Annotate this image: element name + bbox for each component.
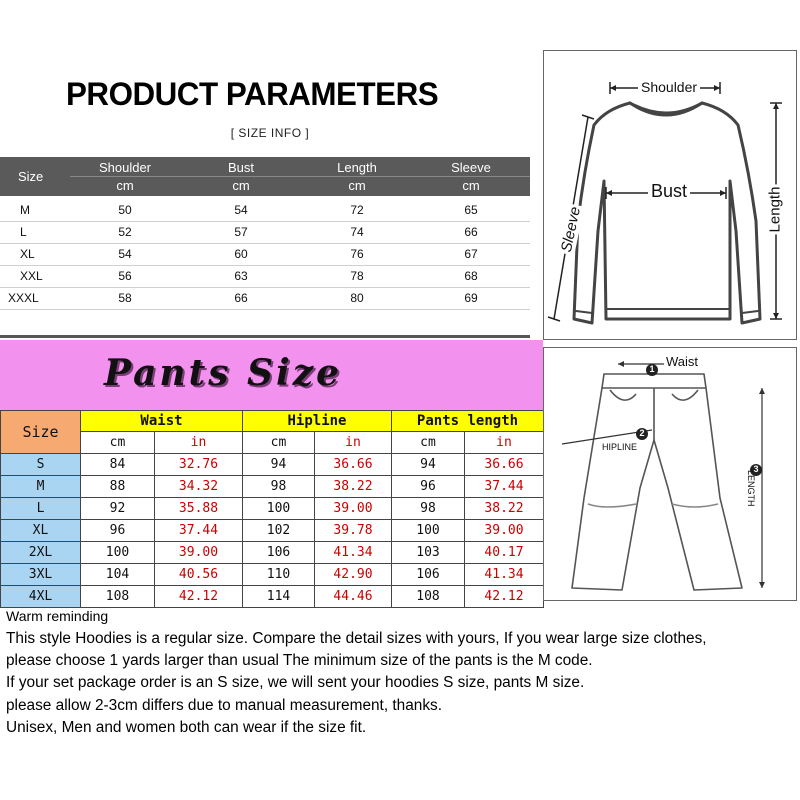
unit-cm: cm — [81, 432, 155, 454]
reminder-line: please choose 1 yards larger than usual The minimum size of the pants is the M code. — [6, 652, 593, 670]
length-cm-cell: 98 — [392, 498, 465, 520]
sleeve-cell: 68 — [464, 269, 478, 283]
length-in-cell: 42.12 — [465, 586, 544, 608]
size-cell: L — [20, 225, 27, 239]
size-cell: 4XL — [1, 586, 81, 608]
shoulder-cell: 54 — [118, 247, 132, 261]
length-cell: 72 — [350, 203, 364, 217]
reminder-line: This style Hoodies is a regular size. Compare the detail sizes with yours, If you wear large size clothes, — [6, 630, 707, 647]
product-parameters-title: PRODUCT PARAMETERS — [66, 76, 439, 112]
size-cell: M — [20, 203, 30, 217]
waist-in-cell: 34.32 — [155, 476, 243, 498]
reminder-line: Unisex, Men and women both can wear if the size fit. — [6, 718, 367, 736]
hipline-in-cell: 39.78 — [315, 520, 392, 542]
length-cm-cell: 96 — [392, 476, 465, 498]
length-cell: 78 — [350, 269, 364, 283]
sleeve-column-label: Sleeve — [451, 160, 491, 175]
hipline-in-cell: 36.66 — [315, 454, 392, 476]
waist-in-cell: 37.44 — [155, 520, 243, 542]
hipline-cm-cell: 100 — [243, 498, 315, 520]
length-cm-cell: 106 — [392, 564, 465, 586]
shoulder-cell: 52 — [118, 225, 132, 239]
hipline-cm-cell: 94 — [243, 454, 315, 476]
size-cell: XL — [1, 520, 81, 542]
size-cell: 2XL — [1, 542, 81, 564]
length-cm-cell: 108 — [392, 586, 465, 608]
table-row — [1, 520, 544, 542]
sleeve-cell: 67 — [464, 247, 478, 261]
bust-label: Bust — [648, 181, 690, 202]
table-row — [0, 266, 530, 288]
shoulder-cell: 58 — [118, 291, 132, 305]
warm-reminding-heading: Warm reminding — [6, 608, 109, 624]
waist-cm-cell: 104 — [81, 564, 155, 586]
bust-cell: 57 — [234, 225, 248, 239]
parameters-table-bottom-rule — [0, 335, 530, 338]
table-row — [0, 222, 530, 244]
size-cell: XL — [20, 247, 35, 261]
length-in-cell: 41.34 — [465, 564, 544, 586]
shirt-measurement-diagram — [543, 50, 797, 340]
sleeve-cell: 66 — [464, 225, 478, 239]
sleeve-unit: cm — [462, 178, 480, 193]
sleeve-cell: 69 — [464, 291, 478, 305]
product-parameters-panel — [0, 40, 540, 340]
bust-column-label: Bust — [227, 160, 254, 175]
reminder-line: please allow 2-3cm differs due to manual measurement, thanks. — [6, 696, 443, 714]
table-row — [0, 244, 530, 266]
waist-cm-cell: 92 — [81, 498, 155, 520]
table-row — [1, 564, 544, 586]
length-label: LENGTH — [746, 470, 756, 507]
length-in-cell: 40.17 — [465, 542, 544, 564]
waist-in-cell: 32.76 — [155, 454, 243, 476]
length-column-label: Length — [337, 160, 377, 175]
parameters-table-header — [0, 157, 530, 196]
bust-unit: cm — [232, 178, 250, 193]
table-row — [0, 288, 530, 310]
pants-sketch-icon — [544, 348, 796, 600]
hipline-in-cell: 39.00 — [315, 498, 392, 520]
length-label: Length — [766, 186, 784, 233]
bust-cell: 60 — [234, 247, 248, 261]
shoulder-unit: cm — [116, 178, 134, 193]
waist-cm-cell: 96 — [81, 520, 155, 542]
bust-cell: 66 — [234, 291, 248, 305]
size-cell: S — [1, 454, 81, 476]
pants-length-group-label: Pants length — [392, 411, 544, 432]
waist-group-label: Waist — [81, 411, 243, 432]
marker-2: 2 — [639, 428, 645, 438]
unit-cm: cm — [392, 432, 465, 454]
unit-cm: cm — [243, 432, 315, 454]
waist-label: Waist — [666, 354, 699, 369]
unit-in: in — [315, 432, 392, 454]
waist-cm-cell: 100 — [81, 542, 155, 564]
length-in-cell: 36.66 — [465, 454, 544, 476]
table-row — [1, 498, 544, 520]
length-in-cell: 38.22 — [465, 498, 544, 520]
waist-cm-cell: 108 — [81, 586, 155, 608]
length-cm-cell: 103 — [392, 542, 465, 564]
table-row — [1, 586, 544, 608]
size-cell: L — [1, 498, 81, 520]
reminder-line: If your set package order is an S size, we will sent your hoodies S size, pants M size. — [6, 674, 585, 692]
table-row — [1, 454, 544, 476]
length-unit: cm — [348, 178, 366, 193]
sleeve-label: Sleeve — [557, 205, 585, 254]
shoulder-cell: 56 — [118, 269, 132, 283]
table-row — [1, 542, 544, 564]
pants-measurement-diagram — [543, 347, 797, 601]
hipline-cm-cell: 106 — [243, 542, 315, 564]
shoulder-cell: 50 — [118, 203, 132, 217]
size-cell: 3XL — [1, 564, 81, 586]
pants-size-table — [0, 410, 544, 608]
header-divider — [70, 176, 530, 177]
hipline-group-label: Hipline — [243, 411, 392, 432]
sleeve-cell: 65 — [464, 203, 478, 217]
hipline-cm-cell: 102 — [243, 520, 315, 542]
waist-in-cell: 39.00 — [155, 542, 243, 564]
length-cm-cell: 94 — [392, 454, 465, 476]
table-row — [0, 200, 530, 222]
bust-cell: 63 — [234, 269, 248, 283]
size-cell: XXXL — [8, 291, 39, 305]
length-cell: 76 — [350, 247, 364, 261]
size-cell: XXL — [20, 269, 43, 283]
waist-in-cell: 42.12 — [155, 586, 243, 608]
bust-cell: 54 — [234, 203, 248, 217]
hipline-cm-cell: 114 — [243, 586, 315, 608]
waist-in-cell: 40.56 — [155, 564, 243, 586]
hipline-cm-cell: 98 — [243, 476, 315, 498]
warm-reminding-section — [6, 608, 800, 741]
shoulder-column-label: Shoulder — [98, 160, 152, 175]
size-info-subtitle: [ SIZE INFO ] — [230, 126, 310, 140]
length-cell: 74 — [350, 225, 364, 239]
marker-3: 3 — [753, 464, 759, 474]
waist-in-cell: 35.88 — [155, 498, 243, 520]
hipline-in-cell: 38.22 — [315, 476, 392, 498]
pants-size-title: Pants Size — [104, 352, 343, 394]
size-cell: M — [1, 476, 81, 498]
pants-size-column-label: Size — [1, 411, 81, 454]
parameters-table-body — [0, 200, 530, 310]
unit-in: in — [465, 432, 544, 454]
length-cell: 80 — [350, 291, 364, 305]
length-in-cell: 39.00 — [465, 520, 544, 542]
hipline-in-cell: 44.46 — [315, 586, 392, 608]
hipline-label: HIPLINE — [602, 442, 638, 452]
shoulder-label: Shoulder — [638, 79, 700, 95]
hipline-in-cell: 41.34 — [315, 542, 392, 564]
unit-in: in — [155, 432, 243, 454]
waist-cm-cell: 84 — [81, 454, 155, 476]
length-cm-cell: 100 — [392, 520, 465, 542]
table-row — [1, 476, 544, 498]
waist-cm-cell: 88 — [81, 476, 155, 498]
hipline-in-cell: 42.90 — [315, 564, 392, 586]
size-column-label: Size — [18, 169, 44, 184]
marker-1: 1 — [649, 364, 655, 374]
length-in-cell: 37.44 — [465, 476, 544, 498]
hipline-cm-cell: 110 — [243, 564, 315, 586]
